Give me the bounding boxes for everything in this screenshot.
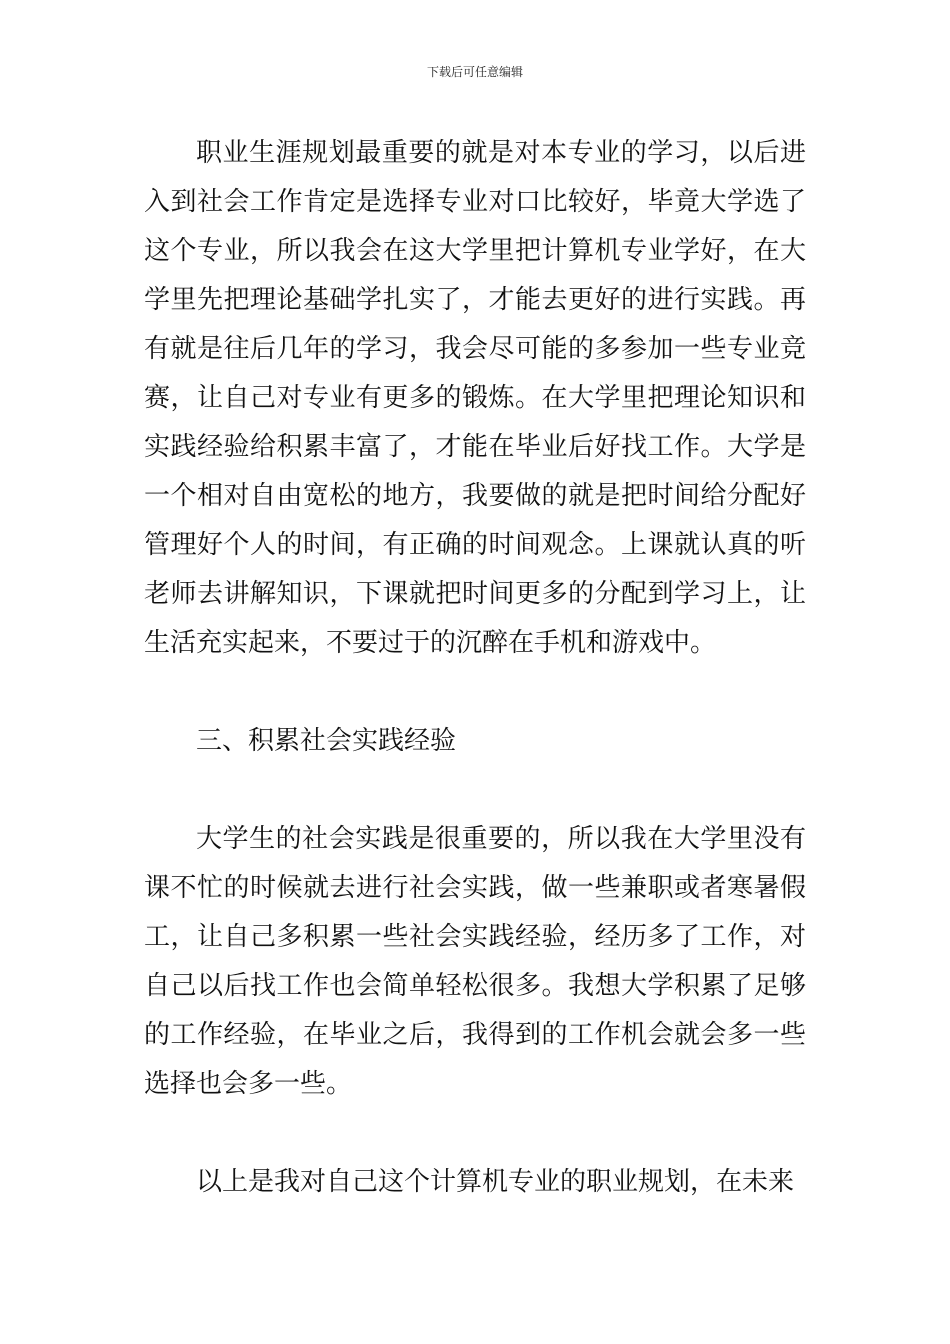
paragraph-gap [144, 766, 806, 815]
paragraph-conclusion: 以上是我对自己这个计算机专业的职业规划，在未来 [196, 1167, 795, 1197]
section-heading-social-practice: 三、积累社会实践经验 [196, 726, 457, 756]
paragraph-social-practice: 大学生的社会实践是很重要的，所以我在大学里没有课不忙的时候就去进行社会实践，做一些兼职或者寒暑假工，让自己多积累一些社会实践经验，经历多了工作，对自己以后找工作也会简单轻松很多。我想大学积累了足够的工作经验，在毕业之后，我得到的工作机会就会多一些选择也会多一些。 [144, 824, 806, 1099]
document-body [144, 129, 806, 1207]
paragraph-gap [144, 668, 806, 717]
page-header: 下载后可任意编辑 [426, 65, 523, 79]
paragraph-gap [144, 1109, 806, 1158]
paragraph-study-plan: 职业生涯规划最重要的就是对本专业的学习，以后进入到社会工作肯定是选择专业对口比较好，毕竟大学选了这个专业，所以我会在这大学里把计算机专业学好，在大学里先把理论基础学扎实了，才能去更好的进行实践。再有就是往后几年的学习，我会尽可能的多参加一些专业竞赛，让自己对专业有更多的锻炼。在大学里把理论知识和实践经验给积累丰富了，才能在毕业后好找工作。大学是一个相对自由宽松的地方，我要做的就是把时间给分配好管理好个人的时间，有正确的时间观念。上课就认真的听老师去讲解知识，下课就把时间更多的分配到学习上，让生活充实起来，不要过于的沉醉在手机和游戏中。 [144, 138, 806, 658]
